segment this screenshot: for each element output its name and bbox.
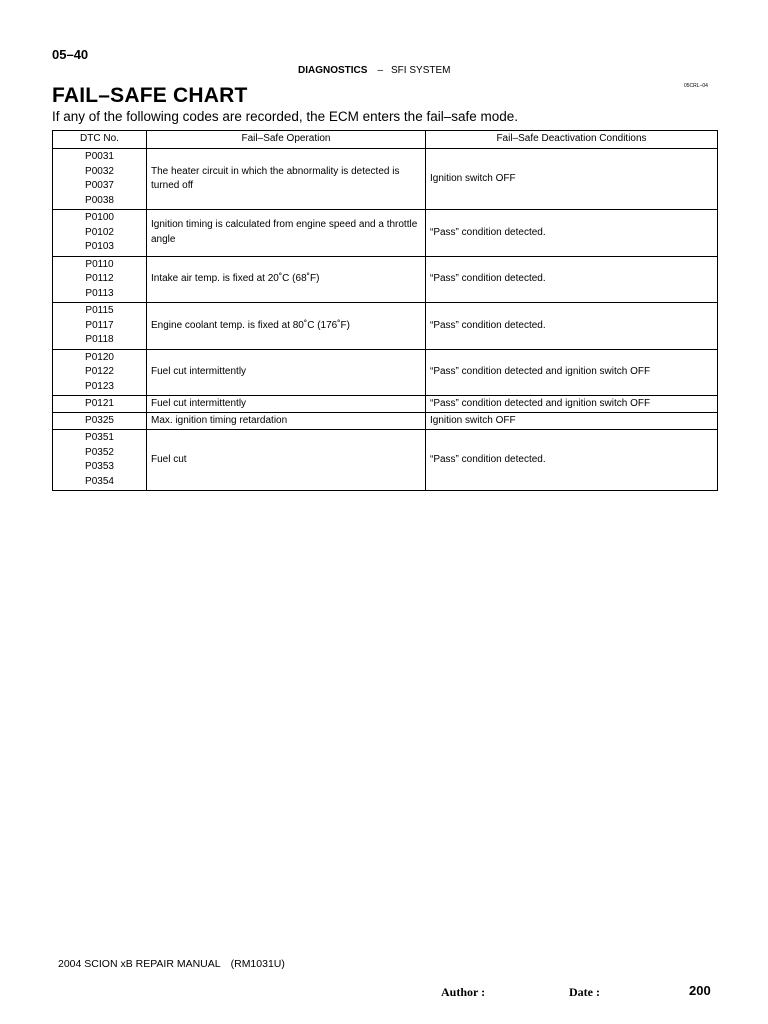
dtc-code: P0118 xyxy=(85,334,114,345)
dtc-cell xyxy=(53,349,147,396)
author-label: Author : xyxy=(441,985,486,999)
column-header-dtc: DTC No. xyxy=(53,131,147,149)
document-code: 05CRL–04 xyxy=(684,83,708,89)
intro-text: If any of the following codes are recorded, the ECM enters the fail–safe mode. xyxy=(52,109,519,124)
dtc-code: P0352 xyxy=(85,446,114,458)
condition-cell: “Pass” condition detected and ignition switch OFF xyxy=(426,349,718,396)
table-header-row xyxy=(53,131,718,149)
operation-cell: Fuel cut intermittently xyxy=(147,349,426,396)
dtc-cell xyxy=(53,256,147,303)
condition-cell: “Pass” condition detected. xyxy=(426,210,718,257)
operation-cell: Fuel cut xyxy=(147,430,426,491)
dtc-code: P0100 xyxy=(85,212,114,223)
dtc-cell xyxy=(53,413,147,430)
condition-cell: “Pass” condition detected and ignition switch OFF xyxy=(426,396,718,413)
table-row xyxy=(53,349,718,396)
operation-cell: Ignition timing is calculated from engine speed and a throttle angle xyxy=(147,210,426,257)
dtc-code: P0325 xyxy=(85,415,114,426)
dtc-code: P0112 xyxy=(85,273,114,284)
page-number: 05–40 xyxy=(52,47,89,62)
dtc-code: P0037 xyxy=(85,180,114,191)
table-row xyxy=(53,303,718,350)
dtc-code: P0103 xyxy=(85,241,114,252)
section-separator: – xyxy=(377,65,384,76)
table-row xyxy=(53,256,718,303)
dtc-code: P0122 xyxy=(85,366,114,377)
dtc-code: P0110 xyxy=(85,258,114,270)
dtc-code: P0120 xyxy=(85,351,114,363)
dtc-code: P0117 xyxy=(85,319,114,331)
operation-cell: Max. ignition timing retardation xyxy=(147,413,426,430)
manual-title: 2004 SCION xB REPAIR MANUAL xyxy=(58,958,221,970)
column-header-operation: Fail–Safe Operation xyxy=(147,131,426,149)
table-row xyxy=(53,149,718,210)
dtc-code: P0354 xyxy=(85,475,114,487)
table-row xyxy=(53,396,718,413)
date-label: Date : xyxy=(569,985,600,999)
condition-cell: Ignition switch OFF xyxy=(426,413,718,430)
condition-cell: “Pass” condition detected. xyxy=(426,430,718,491)
manual-footer xyxy=(58,958,285,970)
section-header xyxy=(298,65,450,76)
footer-page-number: 200 xyxy=(689,983,711,998)
section-name: DIAGNOSTICS xyxy=(298,65,368,76)
condition-cell: Ignition switch OFF xyxy=(426,149,718,210)
dtc-cell xyxy=(53,430,147,491)
dtc-code: P0351 xyxy=(85,432,114,443)
dtc-code: P0123 xyxy=(85,380,114,392)
manual-code: (RM1031U) xyxy=(230,958,285,970)
dtc-cell xyxy=(53,303,147,350)
dtc-code: P0032 xyxy=(85,165,114,177)
dtc-code: P0121 xyxy=(85,398,114,409)
fail-safe-table xyxy=(52,130,718,491)
dtc-cell xyxy=(53,396,147,413)
dtc-code: P0102 xyxy=(85,226,114,238)
dtc-code: P0038 xyxy=(85,194,114,206)
column-header-condition: Fail–Safe Deactivation Conditions xyxy=(426,131,718,149)
operation-cell: The heater circuit in which the abnormality is detected is turned off xyxy=(147,149,426,210)
condition-cell: “Pass” condition detected. xyxy=(426,303,718,350)
dtc-code: P0031 xyxy=(85,151,114,162)
table-row xyxy=(53,413,718,430)
dtc-code: P0115 xyxy=(85,305,114,316)
table-row xyxy=(53,210,718,257)
operation-cell: Intake air temp. is fixed at 20˚C (68˚F) xyxy=(147,256,426,303)
dtc-code: P0353 xyxy=(85,461,114,472)
operation-cell: Fuel cut intermittently xyxy=(147,396,426,413)
dtc-cell xyxy=(53,149,147,210)
table-row xyxy=(53,430,718,491)
dtc-code: P0113 xyxy=(85,287,114,299)
operation-cell: Engine coolant temp. is fixed at 80˚C (176˚F) xyxy=(147,303,426,350)
subsection-name: SFI SYSTEM xyxy=(391,65,451,76)
dtc-cell xyxy=(53,210,147,257)
condition-cell: “Pass” condition detected. xyxy=(426,256,718,303)
page-title: FAIL–SAFE CHART xyxy=(52,84,248,107)
